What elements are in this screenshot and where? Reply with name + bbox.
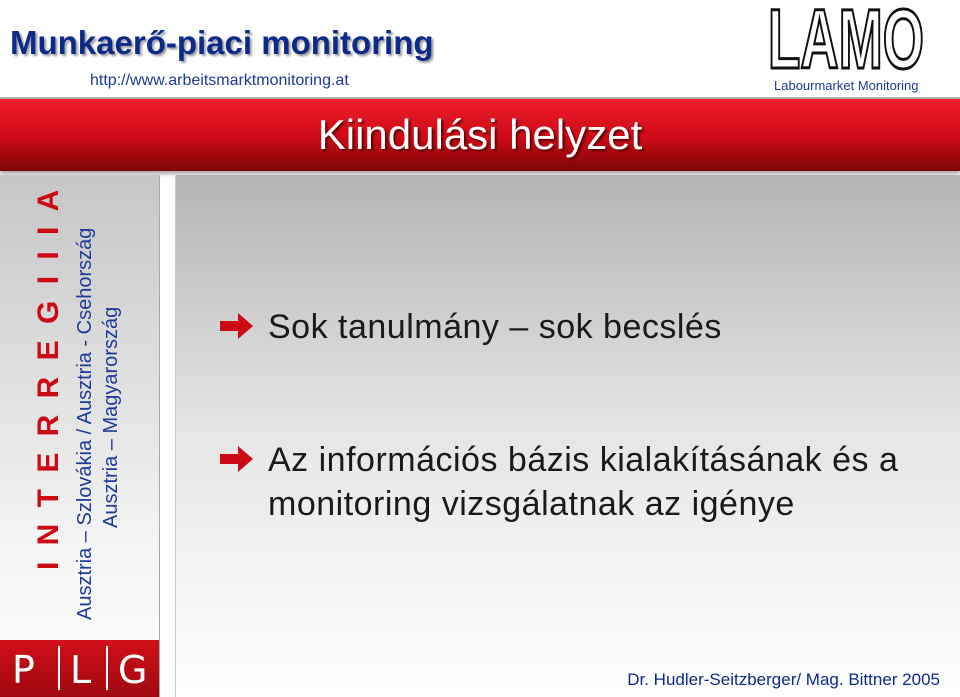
arrow-right-icon bbox=[220, 444, 254, 474]
plg-logo bbox=[0, 640, 159, 697]
content-panel bbox=[175, 175, 960, 697]
slide-title: Kiindulási helyzet bbox=[317, 111, 643, 158]
interreg-label: I N T E R R E G I I I A bbox=[32, 185, 65, 570]
plg-separator bbox=[58, 646, 60, 690]
plg-letter-p: P bbox=[12, 648, 35, 692]
lamo-logo-text: LAMO bbox=[768, 0, 924, 76]
header-url-link[interactable]: http://www.arbeitsmarktmonitoring.at bbox=[90, 72, 349, 89]
plg-letter-g: G bbox=[118, 648, 148, 692]
plg-separator bbox=[106, 646, 108, 690]
region-line-2: Ausztria – Magyarország bbox=[100, 306, 122, 528]
page-header-title: Munkaerő-piaci monitoring bbox=[10, 24, 434, 61]
footer-author: Dr. Hudler-Seitzberger/ Mag. Bittner 2005 bbox=[627, 670, 940, 689]
arrow-right-icon bbox=[220, 311, 254, 341]
title-banner bbox=[0, 97, 960, 171]
region-line-1: Ausztria – Szlovákia / Ausztria - Csehország bbox=[74, 227, 96, 620]
plg-letter-l: L bbox=[70, 648, 92, 692]
lamo-logo bbox=[760, 0, 960, 96]
logo-tagline: Labourmarket Monitoring bbox=[774, 78, 919, 93]
bullet-text: Az információs bázis kialakításának és a monitoring vizsgálatnak az igénye bbox=[268, 441, 899, 523]
lamo-logo-mark bbox=[760, 0, 960, 76]
bullet-text: Sok tanulmány – sok becslés bbox=[268, 308, 722, 346]
